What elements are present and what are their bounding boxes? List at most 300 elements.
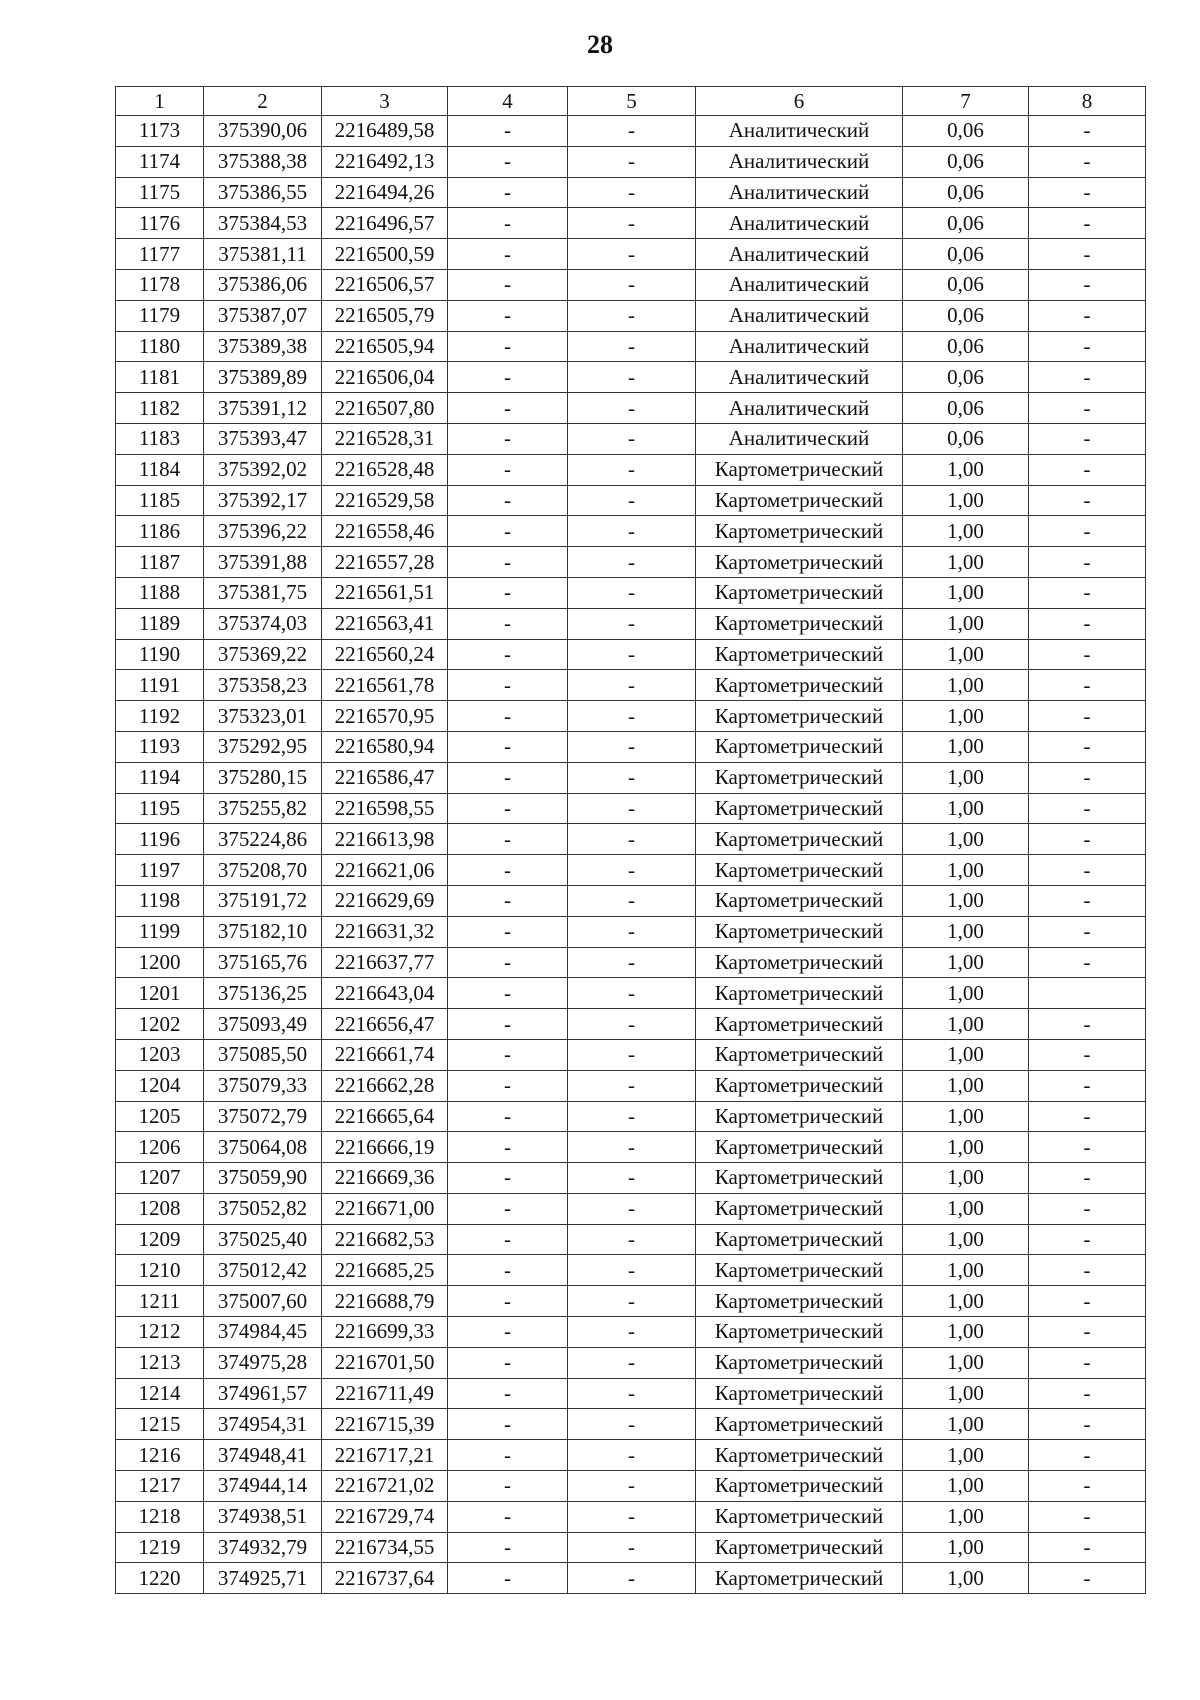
col4-cell: -	[448, 362, 568, 393]
y-coordinate-cell: 2216711,49	[322, 1378, 448, 1409]
col8-cell: -	[1029, 362, 1146, 393]
col4-cell: -	[448, 146, 568, 177]
point-number-cell: 1181	[116, 362, 204, 393]
point-number-cell: 1219	[116, 1532, 204, 1563]
header-cell: 5	[568, 87, 696, 116]
y-coordinate-cell: 2216662,28	[322, 1070, 448, 1101]
col4-cell: -	[448, 670, 568, 701]
table-row	[116, 947, 1146, 978]
col4-cell: -	[448, 978, 568, 1009]
col5-cell: -	[568, 1440, 696, 1471]
col8-cell: -	[1029, 639, 1146, 670]
y-coordinate-cell: 2216669,36	[322, 1163, 448, 1194]
table-row	[116, 362, 1146, 393]
table-row	[116, 1193, 1146, 1224]
point-number-cell: 1195	[116, 793, 204, 824]
col4-cell: -	[448, 116, 568, 147]
table-row	[116, 300, 1146, 331]
method-cell: Картометрический	[696, 947, 903, 978]
table-row	[116, 516, 1146, 547]
table-row	[116, 824, 1146, 855]
header-cell: 2	[204, 87, 322, 116]
col5-cell: -	[568, 793, 696, 824]
x-coordinate-cell: 375012,42	[204, 1255, 322, 1286]
col4-cell: -	[448, 762, 568, 793]
method-cell: Картометрический	[696, 855, 903, 886]
col8-cell: -	[1029, 269, 1146, 300]
method-cell: Картометрический	[696, 670, 903, 701]
table-row	[116, 1255, 1146, 1286]
x-coordinate-cell: 375191,72	[204, 885, 322, 916]
col8-cell: -	[1029, 146, 1146, 177]
table-row	[116, 1409, 1146, 1440]
table-row	[116, 1563, 1146, 1594]
accuracy-cell: 1,00	[903, 1378, 1029, 1409]
y-coordinate-cell: 2216496,57	[322, 208, 448, 239]
y-coordinate-cell: 2216494,26	[322, 177, 448, 208]
x-coordinate-cell: 375384,53	[204, 208, 322, 239]
accuracy-cell: 1,00	[903, 1132, 1029, 1163]
accuracy-cell: 1,00	[903, 701, 1029, 732]
y-coordinate-cell: 2216561,78	[322, 670, 448, 701]
col4-cell: -	[448, 916, 568, 947]
point-number-cell: 1210	[116, 1255, 204, 1286]
method-cell: Картометрический	[696, 1224, 903, 1255]
col4-cell: -	[448, 1193, 568, 1224]
method-cell: Картометрический	[696, 577, 903, 608]
col5-cell: -	[568, 485, 696, 516]
col5-cell: -	[568, 1193, 696, 1224]
point-number-cell: 1201	[116, 978, 204, 1009]
accuracy-cell: 1,00	[903, 1286, 1029, 1317]
point-number-cell: 1206	[116, 1132, 204, 1163]
table-row	[116, 670, 1146, 701]
header-cell: 1	[116, 87, 204, 116]
x-coordinate-cell: 374938,51	[204, 1501, 322, 1532]
y-coordinate-cell: 2216682,53	[322, 1224, 448, 1255]
accuracy-cell: 1,00	[903, 793, 1029, 824]
y-coordinate-cell: 2216528,31	[322, 423, 448, 454]
table-header-row	[116, 87, 1146, 116]
col5-cell: -	[568, 885, 696, 916]
method-cell: Картометрический	[696, 916, 903, 947]
col8-cell: -	[1029, 1132, 1146, 1163]
table-row	[116, 393, 1146, 424]
accuracy-cell: 1,00	[903, 762, 1029, 793]
point-number-cell: 1216	[116, 1440, 204, 1471]
table-row	[116, 855, 1146, 886]
col8-cell: -	[1029, 1471, 1146, 1502]
table-row	[116, 916, 1146, 947]
method-cell: Аналитический	[696, 116, 903, 147]
accuracy-cell: 1,00	[903, 1101, 1029, 1132]
col4-cell: -	[448, 300, 568, 331]
accuracy-cell: 1,00	[903, 1440, 1029, 1471]
x-coordinate-cell: 375292,95	[204, 731, 322, 762]
table-row	[116, 116, 1146, 147]
method-cell: Аналитический	[696, 177, 903, 208]
point-number-cell: 1187	[116, 547, 204, 578]
y-coordinate-cell: 2216560,24	[322, 639, 448, 670]
col5-cell: -	[568, 1317, 696, 1348]
table-row	[116, 1286, 1146, 1317]
col4-cell: -	[448, 1132, 568, 1163]
y-coordinate-cell: 2216489,58	[322, 116, 448, 147]
header-cell: 3	[322, 87, 448, 116]
col5-cell: -	[568, 978, 696, 1009]
header-cell: 4	[448, 87, 568, 116]
col4-cell: -	[448, 516, 568, 547]
y-coordinate-cell: 2216671,00	[322, 1193, 448, 1224]
point-number-cell: 1178	[116, 269, 204, 300]
col5-cell: -	[568, 639, 696, 670]
accuracy-cell: 1,00	[903, 916, 1029, 947]
point-number-cell: 1205	[116, 1101, 204, 1132]
col8-cell: -	[1029, 577, 1146, 608]
col8-cell: -	[1029, 701, 1146, 732]
col4-cell: -	[448, 1255, 568, 1286]
col5-cell: -	[568, 670, 696, 701]
table-row	[116, 731, 1146, 762]
point-number-cell: 1193	[116, 731, 204, 762]
table-row	[116, 762, 1146, 793]
table-row	[116, 577, 1146, 608]
col8-cell	[1029, 978, 1146, 1009]
col5-cell: -	[568, 1409, 696, 1440]
col4-cell: -	[448, 177, 568, 208]
point-number-cell: 1199	[116, 916, 204, 947]
col8-cell: -	[1029, 1347, 1146, 1378]
method-cell: Картометрический	[696, 885, 903, 916]
point-number-cell: 1203	[116, 1039, 204, 1070]
col5-cell: -	[568, 516, 696, 547]
col5-cell: -	[568, 331, 696, 362]
accuracy-cell: 1,00	[903, 1163, 1029, 1194]
table-row	[116, 269, 1146, 300]
table-row	[116, 423, 1146, 454]
col8-cell: -	[1029, 608, 1146, 639]
point-number-cell: 1217	[116, 1471, 204, 1502]
x-coordinate-cell: 375389,38	[204, 331, 322, 362]
col5-cell: -	[568, 1471, 696, 1502]
x-coordinate-cell: 375182,10	[204, 916, 322, 947]
col4-cell: -	[448, 485, 568, 516]
accuracy-cell: 1,00	[903, 639, 1029, 670]
method-cell: Картометрический	[696, 1193, 903, 1224]
method-cell: Аналитический	[696, 239, 903, 270]
accuracy-cell: 0,06	[903, 116, 1029, 147]
table-row	[116, 146, 1146, 177]
col8-cell: -	[1029, 670, 1146, 701]
x-coordinate-cell: 375387,07	[204, 300, 322, 331]
x-coordinate-cell: 375025,40	[204, 1224, 322, 1255]
table-row	[116, 793, 1146, 824]
x-coordinate-cell: 375072,79	[204, 1101, 322, 1132]
col4-cell: -	[448, 1009, 568, 1040]
col5-cell: -	[568, 1039, 696, 1070]
y-coordinate-cell: 2216629,69	[322, 885, 448, 916]
y-coordinate-cell: 2216528,48	[322, 454, 448, 485]
method-cell: Картометрический	[696, 1039, 903, 1070]
y-coordinate-cell: 2216613,98	[322, 824, 448, 855]
x-coordinate-cell: 375381,75	[204, 577, 322, 608]
col8-cell: -	[1029, 1193, 1146, 1224]
y-coordinate-cell: 2216637,77	[322, 947, 448, 978]
col5-cell: -	[568, 362, 696, 393]
point-number-cell: 1179	[116, 300, 204, 331]
col5-cell: -	[568, 824, 696, 855]
point-number-cell: 1185	[116, 485, 204, 516]
point-number-cell: 1208	[116, 1193, 204, 1224]
table-row	[116, 608, 1146, 639]
col4-cell: -	[448, 208, 568, 239]
accuracy-cell: 0,06	[903, 177, 1029, 208]
col8-cell: -	[1029, 1255, 1146, 1286]
method-cell: Аналитический	[696, 146, 903, 177]
col8-cell: -	[1029, 300, 1146, 331]
x-coordinate-cell: 375280,15	[204, 762, 322, 793]
point-number-cell: 1177	[116, 239, 204, 270]
table-row	[116, 1471, 1146, 1502]
table-row	[116, 1347, 1146, 1378]
col4-cell: -	[448, 454, 568, 485]
y-coordinate-cell: 2216737,64	[322, 1563, 448, 1594]
table-row	[116, 1501, 1146, 1532]
y-coordinate-cell: 2216701,50	[322, 1347, 448, 1378]
col4-cell: -	[448, 1101, 568, 1132]
method-cell: Картометрический	[696, 1009, 903, 1040]
accuracy-cell: 1,00	[903, 1471, 1029, 1502]
table-row	[116, 208, 1146, 239]
col8-cell: -	[1029, 239, 1146, 270]
col8-cell: -	[1029, 1440, 1146, 1471]
point-number-cell: 1196	[116, 824, 204, 855]
col5-cell: -	[568, 1286, 696, 1317]
accuracy-cell: 0,06	[903, 331, 1029, 362]
col5-cell: -	[568, 177, 696, 208]
y-coordinate-cell: 2216734,55	[322, 1532, 448, 1563]
method-cell: Аналитический	[696, 269, 903, 300]
col8-cell: -	[1029, 1501, 1146, 1532]
point-number-cell: 1190	[116, 639, 204, 670]
col8-cell: -	[1029, 947, 1146, 978]
col4-cell: -	[448, 855, 568, 886]
col8-cell: -	[1029, 393, 1146, 424]
col5-cell: -	[568, 208, 696, 239]
method-cell: Аналитический	[696, 362, 903, 393]
accuracy-cell: 1,00	[903, 1070, 1029, 1101]
x-coordinate-cell: 374954,31	[204, 1409, 322, 1440]
accuracy-cell: 1,00	[903, 670, 1029, 701]
table-row	[116, 1163, 1146, 1194]
method-cell: Картометрический	[696, 978, 903, 1009]
col4-cell: -	[448, 1163, 568, 1194]
col4-cell: -	[448, 1070, 568, 1101]
table-row	[116, 701, 1146, 732]
y-coordinate-cell: 2216580,94	[322, 731, 448, 762]
table-row	[116, 1532, 1146, 1563]
col5-cell: -	[568, 731, 696, 762]
col8-cell: -	[1029, 208, 1146, 239]
accuracy-cell: 1,00	[903, 885, 1029, 916]
col8-cell: -	[1029, 1039, 1146, 1070]
page-number: 28	[587, 30, 613, 59]
x-coordinate-cell: 375064,08	[204, 1132, 322, 1163]
x-coordinate-cell: 375358,23	[204, 670, 322, 701]
method-cell: Картометрический	[696, 1471, 903, 1502]
col8-cell: -	[1029, 731, 1146, 762]
y-coordinate-cell: 2216506,04	[322, 362, 448, 393]
table-body	[116, 116, 1146, 1594]
y-coordinate-cell: 2216505,79	[322, 300, 448, 331]
col5-cell: -	[568, 1501, 696, 1532]
x-coordinate-cell: 375323,01	[204, 701, 322, 732]
col5-cell: -	[568, 146, 696, 177]
col5-cell: -	[568, 855, 696, 886]
x-coordinate-cell: 375396,22	[204, 516, 322, 547]
col8-cell: -	[1029, 485, 1146, 516]
y-coordinate-cell: 2216643,04	[322, 978, 448, 1009]
accuracy-cell: 1,00	[903, 731, 1029, 762]
col8-cell: -	[1029, 454, 1146, 485]
x-coordinate-cell: 375386,55	[204, 177, 322, 208]
method-cell: Картометрический	[696, 1501, 903, 1532]
col8-cell: -	[1029, 177, 1146, 208]
y-coordinate-cell: 2216665,64	[322, 1101, 448, 1132]
accuracy-cell: 1,00	[903, 577, 1029, 608]
x-coordinate-cell: 374961,57	[204, 1378, 322, 1409]
accuracy-cell: 1,00	[903, 1347, 1029, 1378]
col4-cell: -	[448, 1317, 568, 1348]
accuracy-cell: 1,00	[903, 855, 1029, 886]
y-coordinate-cell: 2216586,47	[322, 762, 448, 793]
method-cell: Картометрический	[696, 1347, 903, 1378]
y-coordinate-cell: 2216715,39	[322, 1409, 448, 1440]
accuracy-cell: 1,00	[903, 1193, 1029, 1224]
method-cell: Аналитический	[696, 423, 903, 454]
x-coordinate-cell: 375391,88	[204, 547, 322, 578]
x-coordinate-cell: 375374,03	[204, 608, 322, 639]
point-number-cell: 1215	[116, 1409, 204, 1440]
col5-cell: -	[568, 1255, 696, 1286]
col4-cell: -	[448, 1409, 568, 1440]
y-coordinate-cell: 2216558,46	[322, 516, 448, 547]
col8-cell: -	[1029, 824, 1146, 855]
col8-cell: -	[1029, 1563, 1146, 1594]
col4-cell: -	[448, 1440, 568, 1471]
point-number-cell: 1209	[116, 1224, 204, 1255]
table-row	[116, 1039, 1146, 1070]
point-number-cell: 1176	[116, 208, 204, 239]
header-cell: 6	[696, 87, 903, 116]
point-number-cell: 1202	[116, 1009, 204, 1040]
col4-cell: -	[448, 1501, 568, 1532]
col4-cell: -	[448, 1563, 568, 1594]
col8-cell: -	[1029, 793, 1146, 824]
col4-cell: -	[448, 1378, 568, 1409]
col5-cell: -	[568, 947, 696, 978]
x-coordinate-cell: 375390,06	[204, 116, 322, 147]
col4-cell: -	[448, 423, 568, 454]
accuracy-cell: 1,00	[903, 547, 1029, 578]
header-cell: 8	[1029, 87, 1146, 116]
method-cell: Картометрический	[696, 1286, 903, 1317]
accuracy-cell: 1,00	[903, 1532, 1029, 1563]
col8-cell: -	[1029, 1224, 1146, 1255]
col8-cell: -	[1029, 1409, 1146, 1440]
table-row	[116, 1224, 1146, 1255]
method-cell: Картометрический	[696, 1532, 903, 1563]
point-number-cell: 1211	[116, 1286, 204, 1317]
method-cell: Картометрический	[696, 1255, 903, 1286]
point-number-cell: 1218	[116, 1501, 204, 1532]
col8-cell: -	[1029, 116, 1146, 147]
y-coordinate-cell: 2216631,32	[322, 916, 448, 947]
y-coordinate-cell: 2216500,59	[322, 239, 448, 270]
table-row	[116, 177, 1146, 208]
table-row	[116, 239, 1146, 270]
point-number-cell: 1188	[116, 577, 204, 608]
table-row	[116, 1070, 1146, 1101]
col4-cell: -	[448, 824, 568, 855]
method-cell: Картометрический	[696, 516, 903, 547]
col4-cell: -	[448, 393, 568, 424]
x-coordinate-cell: 375381,11	[204, 239, 322, 270]
method-cell: Картометрический	[696, 793, 903, 824]
x-coordinate-cell: 375079,33	[204, 1070, 322, 1101]
accuracy-cell: 0,06	[903, 393, 1029, 424]
x-coordinate-cell: 375165,76	[204, 947, 322, 978]
x-coordinate-cell: 374925,71	[204, 1563, 322, 1594]
method-cell: Картометрический	[696, 1070, 903, 1101]
y-coordinate-cell: 2216729,74	[322, 1501, 448, 1532]
col8-cell: -	[1029, 1070, 1146, 1101]
y-coordinate-cell: 2216529,58	[322, 485, 448, 516]
table-row	[116, 978, 1146, 1009]
col4-cell: -	[448, 1039, 568, 1070]
col8-cell: -	[1029, 855, 1146, 886]
method-cell: Картометрический	[696, 1563, 903, 1594]
x-coordinate-cell: 375052,82	[204, 1193, 322, 1224]
col8-cell: -	[1029, 547, 1146, 578]
x-coordinate-cell: 375136,25	[204, 978, 322, 1009]
table-row	[116, 547, 1146, 578]
col4-cell: -	[448, 269, 568, 300]
y-coordinate-cell: 2216661,74	[322, 1039, 448, 1070]
accuracy-cell: 0,06	[903, 269, 1029, 300]
col8-cell: -	[1029, 516, 1146, 547]
point-number-cell: 1200	[116, 947, 204, 978]
point-number-cell: 1174	[116, 146, 204, 177]
table-row	[116, 885, 1146, 916]
point-number-cell: 1204	[116, 1070, 204, 1101]
point-number-cell: 1192	[116, 701, 204, 732]
table-row	[116, 1009, 1146, 1040]
x-coordinate-cell: 375059,90	[204, 1163, 322, 1194]
method-cell: Аналитический	[696, 331, 903, 362]
y-coordinate-cell: 2216699,33	[322, 1317, 448, 1348]
accuracy-cell: 0,06	[903, 208, 1029, 239]
x-coordinate-cell: 375224,86	[204, 824, 322, 855]
y-coordinate-cell: 2216717,21	[322, 1440, 448, 1471]
method-cell: Картометрический	[696, 1440, 903, 1471]
col4-cell: -	[448, 547, 568, 578]
method-cell: Картометрический	[696, 1409, 903, 1440]
col4-cell: -	[448, 639, 568, 670]
col5-cell: -	[568, 1224, 696, 1255]
col4-cell: -	[448, 608, 568, 639]
x-coordinate-cell: 375085,50	[204, 1039, 322, 1070]
